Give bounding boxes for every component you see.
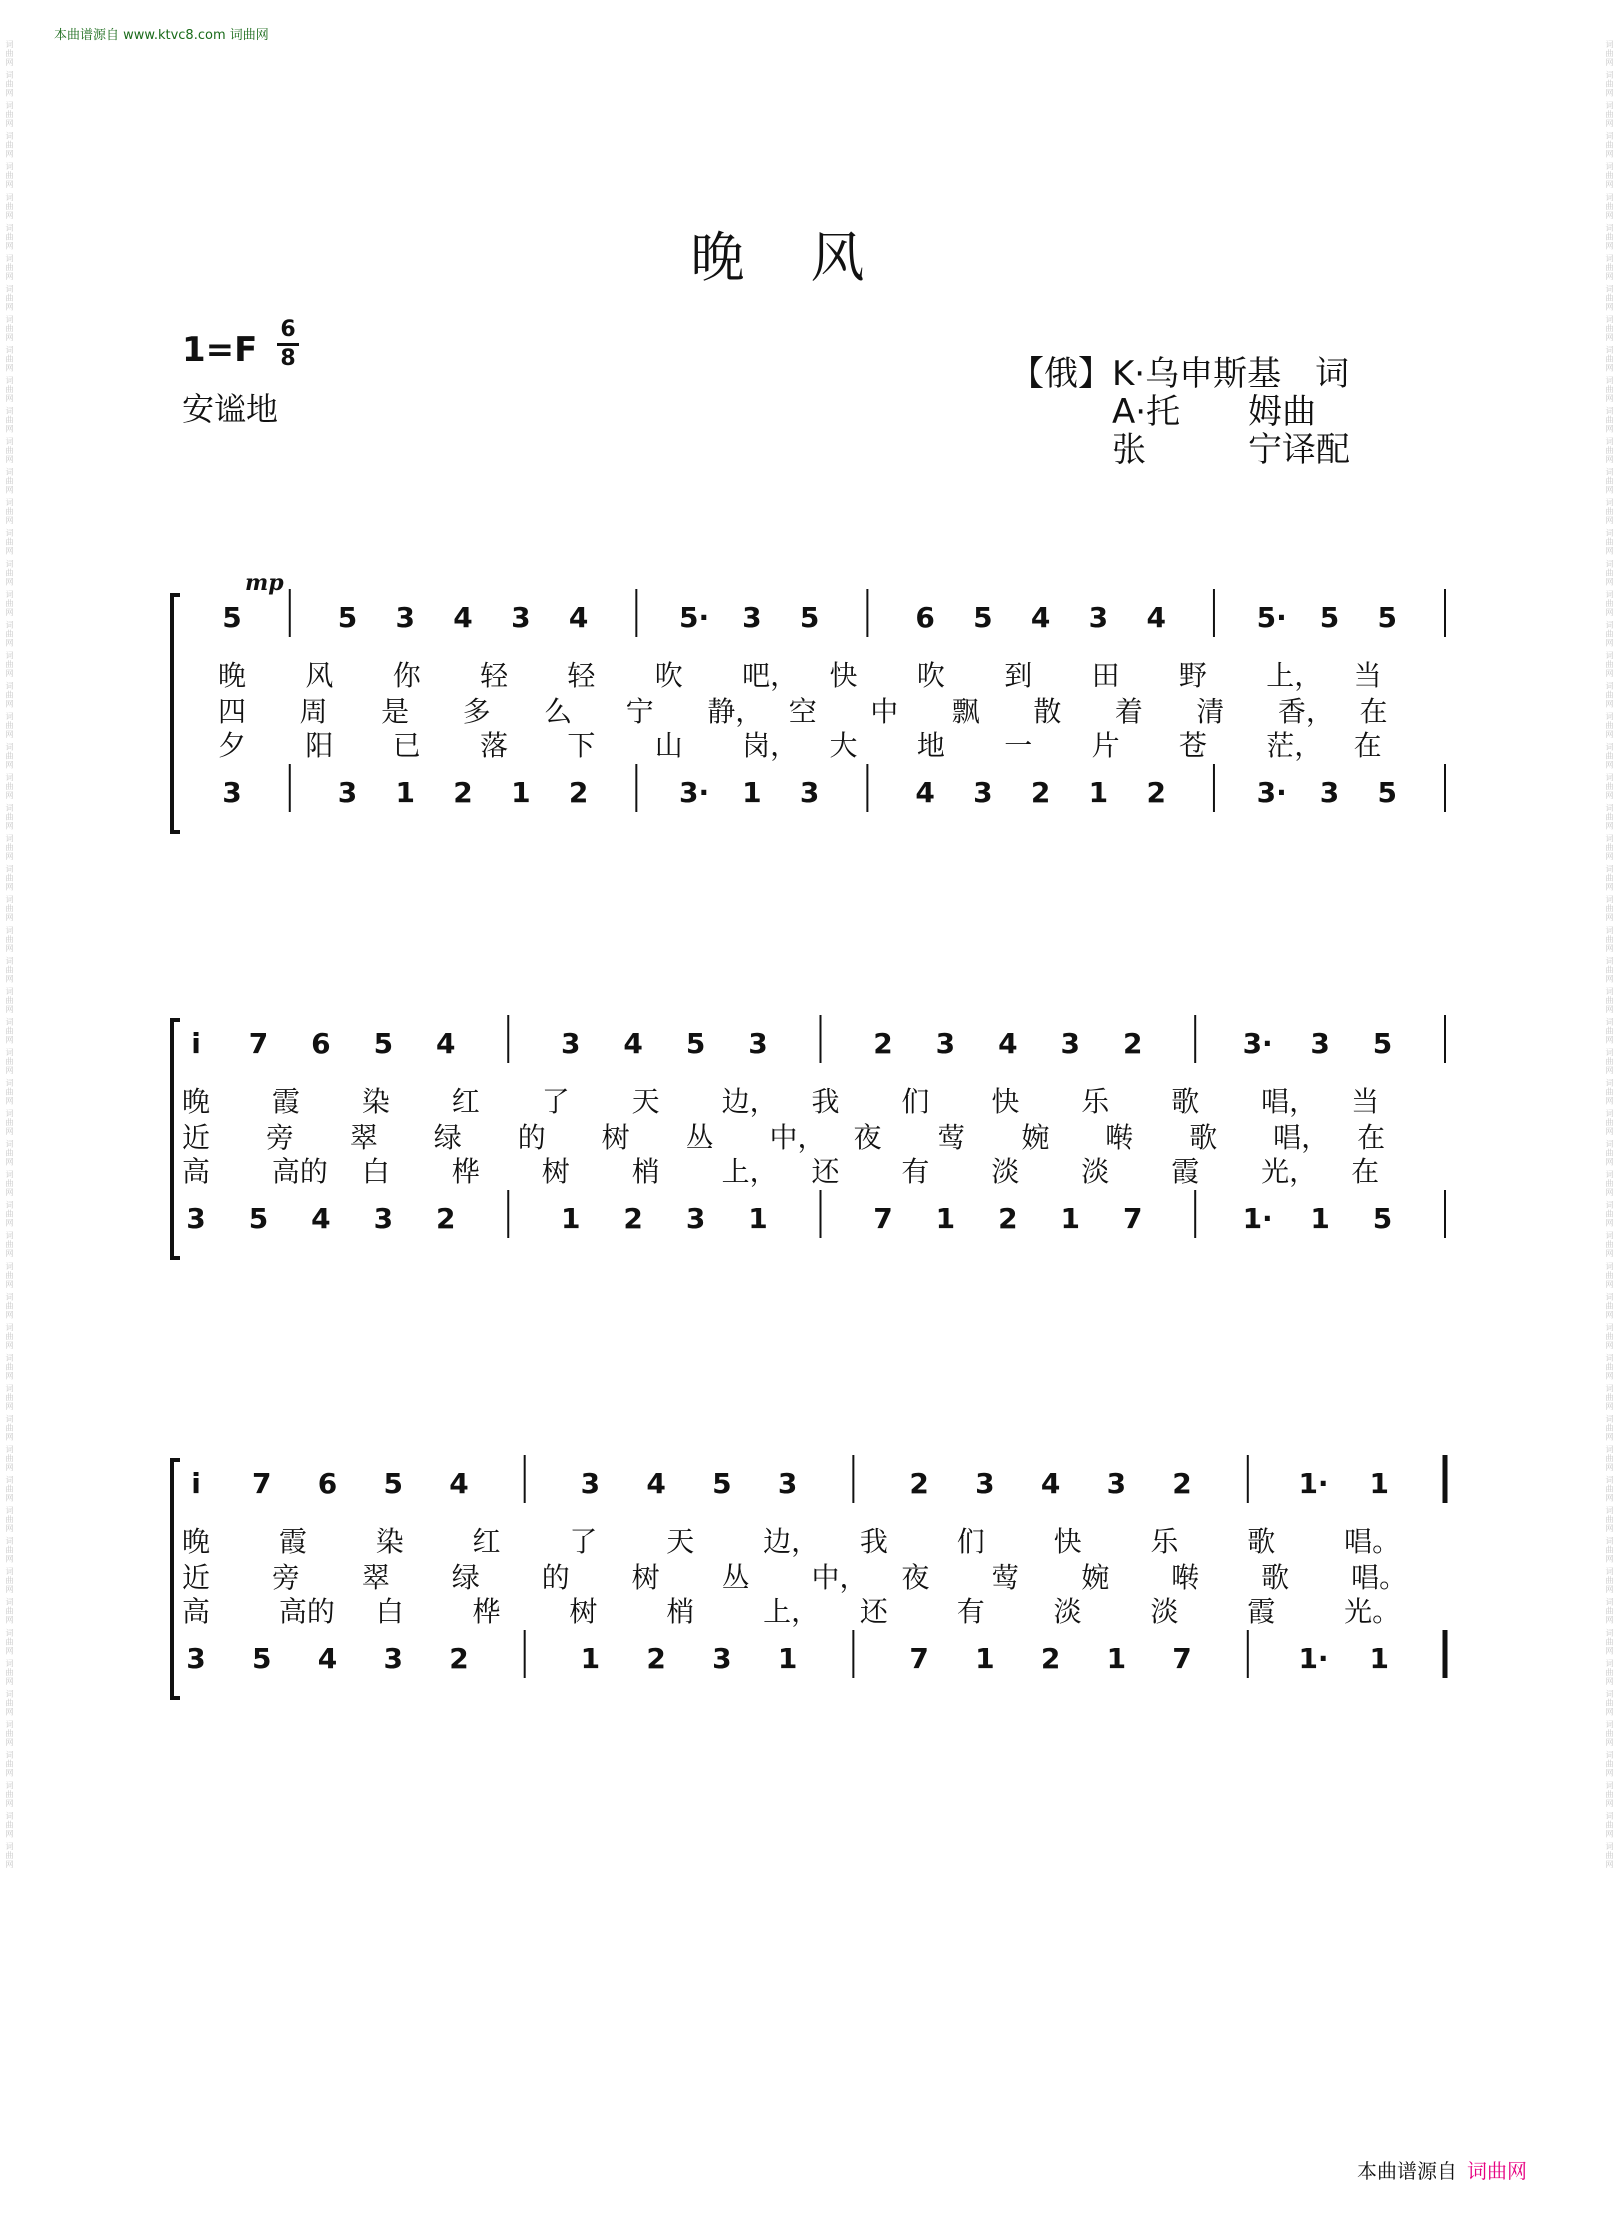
note: 2 bbox=[998, 1202, 1018, 1235]
lyric-syllable: 清 bbox=[1196, 695, 1225, 728]
lyric-syllable: 染 bbox=[361, 1085, 390, 1118]
note: 3· bbox=[1256, 776, 1287, 809]
note: 7 bbox=[873, 1202, 893, 1235]
lyric-syllable: 夜 bbox=[853, 1121, 882, 1154]
lyric-syllable: 的 bbox=[541, 1561, 570, 1594]
note: 1 bbox=[580, 1642, 601, 1675]
lyric-syllable: 中， bbox=[769, 1121, 826, 1154]
lyric-syllable: 我 bbox=[811, 1085, 840, 1118]
note: 5 bbox=[337, 601, 358, 634]
lyric-syllable: 我 bbox=[859, 1525, 888, 1558]
note: 3 bbox=[580, 1467, 601, 1500]
lyric-syllable: 么 bbox=[544, 695, 573, 728]
lyric-syllable: 快 bbox=[829, 659, 858, 692]
note: 1 bbox=[1369, 1467, 1390, 1500]
lyric-syllable: 近 bbox=[182, 1121, 211, 1154]
note: 4 bbox=[998, 1027, 1018, 1060]
lyric-syllable: 边， bbox=[721, 1085, 778, 1118]
note: 2 bbox=[449, 1642, 469, 1675]
lyric-syllable: 夕 bbox=[218, 729, 247, 762]
lyric-syllable: 唱。 bbox=[1351, 1561, 1408, 1594]
credit-lyricist: 【俄】K·乌申斯基 词 bbox=[1010, 354, 1350, 394]
lyric-syllable: 香， bbox=[1277, 695, 1334, 728]
lyric-syllable: 啭 bbox=[1171, 1561, 1200, 1594]
note: 5 bbox=[383, 1467, 403, 1500]
system-bracket bbox=[172, 1020, 180, 1258]
note: 5 bbox=[1377, 776, 1397, 809]
note: 3 bbox=[1319, 776, 1340, 809]
note: 3 bbox=[186, 1202, 206, 1235]
tempo-marking: 安谧地 bbox=[182, 390, 279, 428]
note: 3 bbox=[373, 1202, 394, 1235]
note: 7 bbox=[251, 1467, 272, 1500]
lyric-syllable: 唱， bbox=[1273, 1121, 1330, 1154]
lyric-syllable: 翠 bbox=[361, 1561, 390, 1594]
lyric-syllable: 晚 bbox=[218, 659, 247, 692]
note: 4 bbox=[449, 1467, 469, 1500]
note: 6 bbox=[311, 1027, 331, 1060]
lyric-syllable: 淡 bbox=[991, 1155, 1020, 1188]
key-signature: 1=F bbox=[182, 330, 258, 370]
note: 4 bbox=[453, 601, 473, 634]
lyric-syllable: 风 bbox=[305, 659, 334, 692]
note: 3· bbox=[679, 776, 710, 809]
note: 2 bbox=[1146, 776, 1166, 809]
note: 1 bbox=[560, 1202, 581, 1235]
lyric-syllable: 梢 bbox=[666, 1595, 695, 1628]
song-title: 晚风 bbox=[690, 226, 931, 289]
note: 7 bbox=[1123, 1202, 1143, 1235]
lyric-syllable: 上， bbox=[721, 1155, 778, 1188]
lyric-syllable: 淡 bbox=[1150, 1595, 1179, 1628]
lyric-syllable: 树 bbox=[631, 1561, 660, 1594]
note: 4 bbox=[436, 1027, 456, 1060]
lyric-syllable: 到 bbox=[1004, 659, 1033, 692]
note: 3 bbox=[973, 776, 993, 809]
lyric-syllable: 空 bbox=[788, 695, 817, 728]
note: 3 bbox=[337, 776, 358, 809]
note: 1 bbox=[935, 1202, 956, 1235]
lyric-syllable: 四 bbox=[218, 695, 247, 728]
lyric-syllable: 莺 bbox=[937, 1121, 966, 1154]
note: 6 bbox=[915, 601, 935, 634]
watermark-left: 词曲网 词曲网 词曲网 词曲网 词曲网 词曲网 词曲网 词曲网 词曲网 词曲网 词曲网 词曲网 词曲网 词曲网 词曲网 词曲网 词曲网 词曲网 词曲网 词曲网 词曲网 词曲网 词曲网 词曲网 词曲网 词曲网 词曲网 词曲网 词曲网 词曲网 词曲网 词曲网 词曲网 词曲网 词曲网 词曲网 词曲网 词曲网 词曲网 词曲网 词曲网 词曲网 词曲网 词曲网 词曲网 词曲网 词曲网 词曲网 词曲网 词曲网 词曲网 词曲网 词曲网 词曲网 词曲网 词曲网 词曲网 词曲网 词曲网 词曲网 bbox=[5, 40, 14, 1870]
lyric-syllable: 婉 bbox=[1021, 1121, 1050, 1154]
lyric-syllable: 阳 bbox=[305, 729, 334, 762]
time-denominator: 8 bbox=[280, 346, 296, 371]
note: 3 bbox=[975, 1467, 995, 1500]
note: 5 bbox=[222, 601, 242, 634]
lyric-syllable: 歌 bbox=[1247, 1525, 1276, 1558]
footer-credit bbox=[1357, 2155, 1527, 2184]
note: i bbox=[191, 1467, 201, 1500]
note: 4 bbox=[311, 1202, 331, 1235]
lyric-syllable: 树 bbox=[569, 1595, 598, 1628]
lyric-syllable: 了 bbox=[569, 1525, 598, 1558]
lyric-syllable: 在 bbox=[1353, 729, 1382, 762]
note: 1 bbox=[395, 776, 416, 809]
lyric-syllable: 山 bbox=[654, 729, 683, 762]
lyric-syllable: 在 bbox=[1351, 1155, 1380, 1188]
lyric-syllable: 散 bbox=[1033, 695, 1062, 728]
note: 5 bbox=[1377, 601, 1397, 634]
note: 4 bbox=[568, 601, 589, 634]
footer-brand: 词曲网 bbox=[1467, 2159, 1527, 2183]
lyric-syllable: 丛 bbox=[721, 1561, 750, 1594]
lyric-syllable: 在 bbox=[1359, 695, 1388, 728]
lyric-syllable: 在 bbox=[1357, 1121, 1386, 1154]
system-bracket bbox=[172, 1460, 180, 1698]
lyric-syllable: 快 bbox=[1053, 1525, 1082, 1558]
lyric-syllable: 片 bbox=[1091, 729, 1120, 762]
note: 7 bbox=[909, 1642, 929, 1675]
note: 1· bbox=[1242, 1202, 1273, 1235]
lyric-syllable: 高的 bbox=[278, 1595, 335, 1628]
note: 3 bbox=[560, 1027, 581, 1060]
note: 4 bbox=[1146, 601, 1166, 634]
note: 2 bbox=[909, 1467, 929, 1500]
note: 4 bbox=[1040, 1467, 1061, 1500]
note: 3 bbox=[685, 1202, 706, 1235]
lyric-syllable: 树 bbox=[601, 1121, 630, 1154]
note: 2 bbox=[1030, 776, 1051, 809]
note: 3 bbox=[395, 601, 416, 634]
note: i bbox=[191, 1027, 201, 1060]
lyric-syllable: 翠 bbox=[349, 1121, 378, 1154]
lyric-syllable: 桦 bbox=[472, 1595, 501, 1628]
lyric-syllable: 婉 bbox=[1081, 1561, 1110, 1594]
note: 3 bbox=[712, 1642, 732, 1675]
note: 2 bbox=[623, 1202, 643, 1235]
lyric-syllable: 啭 bbox=[1105, 1121, 1134, 1154]
lyric-syllable: 野 bbox=[1178, 659, 1207, 692]
footer-source: 本曲谱源自 bbox=[1357, 2159, 1457, 2183]
lyric-syllable: 多 bbox=[462, 695, 491, 728]
lyric-syllable: 吹 bbox=[916, 659, 945, 692]
lyric-syllable: 霞 bbox=[278, 1525, 307, 1558]
lyric-syllable: 唱， bbox=[1261, 1085, 1318, 1118]
lyric-syllable: 丛 bbox=[685, 1121, 714, 1154]
lyric-syllable: 染 bbox=[375, 1525, 404, 1558]
lyric-syllable: 了 bbox=[541, 1085, 570, 1118]
lyric-syllable: 是 bbox=[381, 695, 410, 728]
lyric-syllable: 已 bbox=[392, 729, 421, 762]
note: 2 bbox=[1172, 1467, 1192, 1500]
note: 1 bbox=[748, 1202, 768, 1235]
lyric-syllable: 晚 bbox=[182, 1525, 211, 1558]
note: 6 bbox=[317, 1467, 338, 1500]
lyric-syllable: 一 bbox=[1004, 729, 1033, 762]
lyric-syllable: 白 bbox=[375, 1595, 404, 1628]
note: 3 bbox=[935, 1027, 956, 1060]
note: 3 bbox=[799, 776, 820, 809]
note: 3 bbox=[742, 601, 762, 634]
lyric-syllable: 歌 bbox=[1261, 1561, 1290, 1594]
lyric-syllable: 轻 bbox=[480, 659, 509, 692]
lyric-syllable: 的 bbox=[517, 1121, 546, 1154]
lyric-syllable: 淡 bbox=[1081, 1155, 1110, 1188]
watermark-right: 词曲网 词曲网 词曲网 词曲网 词曲网 词曲网 词曲网 词曲网 词曲网 词曲网 词曲网 词曲网 词曲网 词曲网 词曲网 词曲网 词曲网 词曲网 词曲网 词曲网 词曲网 词曲网 词曲网 词曲网 词曲网 词曲网 词曲网 词曲网 词曲网 词曲网 词曲网 词曲网 词曲网 词曲网 词曲网 词曲网 词曲网 词曲网 词曲网 词曲网 词曲网 词曲网 词曲网 词曲网 词曲网 词曲网 词曲网 词曲网 词曲网 词曲网 词曲网 词曲网 词曲网 词曲网 词曲网 词曲网 词曲网 词曲网 词曲网 词曲网 bbox=[1605, 40, 1614, 1870]
lyric-syllable: 天 bbox=[631, 1085, 660, 1118]
note: 1 bbox=[742, 776, 762, 809]
lyric-syllable: 落 bbox=[480, 729, 509, 762]
lyric-syllable: 乐 bbox=[1150, 1525, 1179, 1558]
note: 3 bbox=[777, 1467, 798, 1500]
note: 1 bbox=[1088, 776, 1109, 809]
lyric-syllable: 下 bbox=[567, 729, 596, 762]
note: 2 bbox=[436, 1202, 456, 1235]
note: 4 bbox=[317, 1642, 338, 1675]
lyric-syllable: 快 bbox=[991, 1085, 1020, 1118]
note: 5 bbox=[1372, 1202, 1393, 1235]
lyric-syllable: 梢 bbox=[631, 1155, 660, 1188]
lyric-syllable: 上， bbox=[1266, 659, 1323, 692]
lyric-syllable: 有 bbox=[901, 1155, 930, 1188]
note: 1· bbox=[1298, 1642, 1329, 1675]
lyric-syllable: 光， bbox=[1261, 1155, 1318, 1188]
lyric-syllable: 地 bbox=[916, 729, 945, 762]
lyric-syllable: 岗， bbox=[742, 729, 799, 762]
lyric-syllable: 夜 bbox=[901, 1561, 930, 1594]
lyric-syllable: 静， bbox=[707, 695, 764, 728]
note: 5· bbox=[679, 601, 710, 634]
lyric-syllable: 歌 bbox=[1171, 1085, 1200, 1118]
lyric-syllable: 绿 bbox=[433, 1121, 462, 1154]
credit-translator: 张 宁译配 bbox=[1010, 430, 1350, 470]
note: 1 bbox=[1310, 1202, 1330, 1235]
lyric-syllable: 光。 bbox=[1344, 1595, 1401, 1628]
lyric-syllable: 旁 bbox=[265, 1121, 294, 1154]
note: 2 bbox=[1123, 1027, 1143, 1060]
note: 3 bbox=[1060, 1027, 1081, 1060]
lyric-syllable: 边， bbox=[763, 1525, 820, 1558]
note: 5 bbox=[373, 1027, 394, 1060]
note: 3· bbox=[1242, 1027, 1273, 1060]
note: 3 bbox=[1310, 1027, 1330, 1060]
lyric-syllable: 还 bbox=[811, 1155, 840, 1188]
lyric-syllable: 绿 bbox=[451, 1561, 480, 1594]
lyric-syllable: 晚 bbox=[182, 1085, 211, 1118]
lyric-syllable: 中， bbox=[811, 1561, 868, 1594]
lyric-syllable: 淡 bbox=[1053, 1595, 1082, 1628]
note: 1 bbox=[511, 776, 531, 809]
note: 3 bbox=[383, 1642, 403, 1675]
lyric-syllable: 旁 bbox=[271, 1561, 300, 1594]
note: 2 bbox=[1040, 1642, 1061, 1675]
note: 7 bbox=[1172, 1642, 1192, 1675]
lyric-syllable: 霞 bbox=[271, 1085, 300, 1118]
lyric-syllable: 着 bbox=[1114, 695, 1143, 728]
note: 3 bbox=[1106, 1467, 1127, 1500]
note: 2 bbox=[646, 1642, 666, 1675]
note: 5 bbox=[1319, 601, 1340, 634]
note: 1 bbox=[1369, 1642, 1390, 1675]
note: 4 bbox=[623, 1027, 643, 1060]
lyric-syllable: 田 bbox=[1091, 659, 1120, 692]
lyric-syllable: 们 bbox=[956, 1525, 985, 1558]
lyric-syllable: 高 bbox=[182, 1155, 211, 1188]
note: 1· bbox=[1298, 1467, 1329, 1500]
lyric-syllable: 宁 bbox=[625, 695, 654, 728]
system-bracket bbox=[172, 595, 180, 832]
lyric-syllable: 红 bbox=[451, 1085, 480, 1118]
note: 2 bbox=[568, 776, 589, 809]
header-source: 本曲谱源自 www.ktvc8.com 词曲网 bbox=[54, 28, 269, 43]
lyric-syllable: 当 bbox=[1353, 659, 1382, 692]
note: 5 bbox=[1372, 1027, 1393, 1060]
note: 4 bbox=[1030, 601, 1051, 634]
lyric-syllable: 你 bbox=[392, 659, 421, 692]
credit-composer: A·托 姆曲 bbox=[1010, 392, 1317, 432]
lyric-syllable: 上， bbox=[763, 1595, 820, 1628]
note: 1 bbox=[975, 1642, 995, 1675]
lyric-syllable: 当 bbox=[1351, 1085, 1380, 1118]
note: 4 bbox=[915, 776, 935, 809]
lyric-syllable: 茫， bbox=[1266, 729, 1323, 762]
lyric-syllable: 周 bbox=[299, 695, 328, 728]
note: 5 bbox=[685, 1027, 706, 1060]
lyric-syllable: 红 bbox=[472, 1525, 501, 1558]
note: 5 bbox=[712, 1467, 732, 1500]
lyric-syllable: 乐 bbox=[1081, 1085, 1110, 1118]
lyric-syllable: 霞 bbox=[1247, 1595, 1276, 1628]
lyric-syllable: 还 bbox=[859, 1595, 888, 1628]
note: 5 bbox=[251, 1642, 272, 1675]
note: 3 bbox=[511, 601, 531, 634]
lyric-syllable: 苍 bbox=[1178, 729, 1207, 762]
note: 5 bbox=[799, 601, 820, 634]
note: 5 bbox=[248, 1202, 269, 1235]
lyric-syllable: 大 bbox=[829, 729, 858, 762]
dynamic-marking: mp bbox=[245, 570, 284, 596]
lyric-syllable: 中 bbox=[870, 695, 899, 728]
lyric-syllable: 飘 bbox=[951, 695, 980, 728]
note: 3 bbox=[748, 1027, 768, 1060]
lyric-syllable: 高 bbox=[182, 1595, 211, 1628]
note: 4 bbox=[646, 1467, 666, 1500]
note: 3 bbox=[222, 776, 242, 809]
lyric-syllable: 唱。 bbox=[1344, 1525, 1401, 1558]
note: 1 bbox=[1060, 1202, 1081, 1235]
note: 5· bbox=[1256, 601, 1287, 634]
lyric-syllable: 有 bbox=[956, 1595, 985, 1628]
lyric-syllable: 高的 bbox=[271, 1155, 328, 1188]
note: 3 bbox=[1088, 601, 1109, 634]
note: 2 bbox=[873, 1027, 893, 1060]
note: 2 bbox=[453, 776, 473, 809]
lyric-syllable: 天 bbox=[666, 1525, 695, 1558]
lyric-syllable: 桦 bbox=[451, 1155, 480, 1188]
lyric-syllable: 白 bbox=[361, 1155, 390, 1188]
note: 7 bbox=[248, 1027, 269, 1060]
note: 5 bbox=[973, 601, 993, 634]
note: 1 bbox=[777, 1642, 798, 1675]
lyric-syllable: 近 bbox=[182, 1561, 211, 1594]
lyric-syllable: 轻 bbox=[567, 659, 596, 692]
note: 3 bbox=[186, 1642, 206, 1675]
time-numerator: 6 bbox=[280, 317, 296, 342]
lyric-syllable: 歌 bbox=[1189, 1121, 1218, 1154]
lyric-syllable: 们 bbox=[901, 1085, 930, 1118]
lyric-syllable: 树 bbox=[541, 1155, 570, 1188]
lyric-syllable: 吹 bbox=[654, 659, 683, 692]
note: 1 bbox=[1106, 1642, 1127, 1675]
lyric-syllable: 莺 bbox=[991, 1561, 1020, 1594]
lyric-syllable: 吧， bbox=[742, 659, 799, 692]
lyric-syllable: 霞 bbox=[1171, 1155, 1200, 1188]
